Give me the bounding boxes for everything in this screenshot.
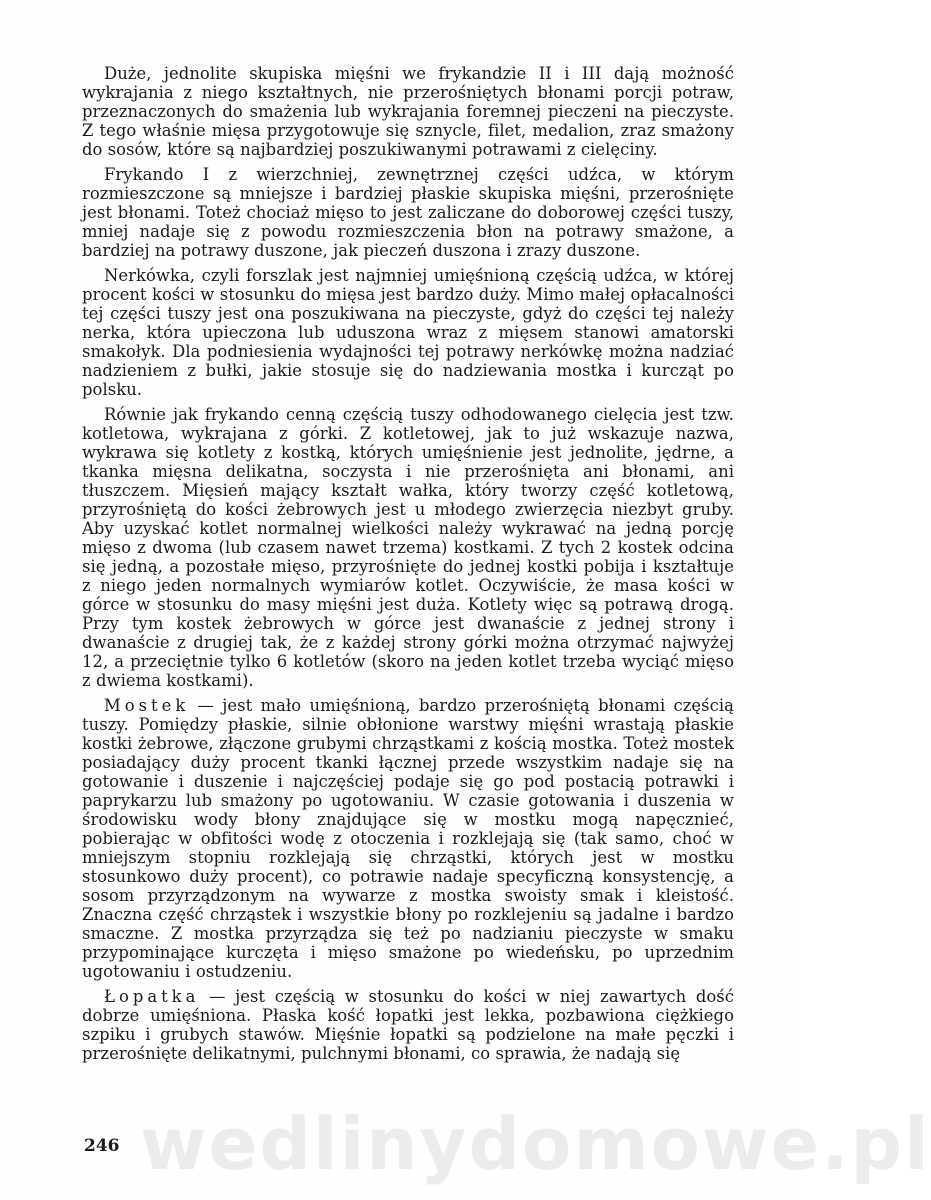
mostek-body: — jest mało umięśnioną, bardzo przerośniętą błonami częścią tuszy. Pomiędzy płaskie, silnie obłonione warstwy mięśni wrastają płaskie kostki żebrowe, złączone grubymi chrząstkami z kością mostka. Toteż mostek posiadający duży procent tkanki łącznej przede wszystkim nadaje się na gotowanie i duszenie i najczęściej podaje się go pod postacią potrawki i paprykarzu lub smażony po ugotowaniu. W czasie gotowania i duszenia w środowisku wody błony znajdujące się w mostku mogą napęcznieć, pobierając w obfitości wodę z otoczenia i rozklejają się (tak samo, choć w mniejszym stopniu rozklejają się chrząstki, których jest w mostku stosunkowo duży procent), co potrawie nadaje specyficzną konsystencję, a sosom przyrządzonym na wywarze z mostka swoisty smak i kleistość. Znaczna część chrząstek i wszystkie błony po rozklejeniu są jadalne i bardzo smaczne. Z mostka przyrządza się też po nadzianiu pieczyste w smaku przypominające kurczęta i mięso smażone po wiedeńsku, po uprzednim ugotowaniu i ostudzeniu. [82, 696, 734, 981]
paragraph-nerkowka: Nerkówka, czyli forszlak jest najmniej umięśnioną częścią udźca, w której procent kości w stosunku do mięsa jest bardzo duży. Mimo małej opłacalności tej części tuszy jest ona poszukiwana na pieczyste, gdyż do części tej należy nerka, która upieczona lub uduszona wraz z mięsem stanowi amatorski smakołyk. Dla podniesienia wydajności tej potrawy nerkówkę można nadziać nadzieniem z bułki, jakie stosuje się do nadziewania mostka i kurcząt po polsku. [82, 266, 734, 399]
lopatka-body: — jest częścią w stosunku do kości w niej zawartych dość dobrze umięśniona. Płaska kość łopatki jest lekka, pozbawiona ciężkiego szpiku i grubych stawów. Mięśnie łopatki są podzielone na małe pęczki i przerośnięte delikatnymi, pulchnymi błonami, co sprawia, że nadają się [82, 987, 734, 1063]
paragraph-frykando-ii-iii: Duże, jednolite skupiska mięśni we frykandzie II i III dają możność wykrajania z niego kształtnych, nie przerośniętych błonami porcji potraw, przeznaczonych do smażenia lub wykrajania foremnej pieczeni na pieczyste. Z tego właśnie mięsa przygotowuje się sznycle, filet, medalion, zraz smażony do sosów, które są najbardziej poszukiwanymi potrawami z cielęciny. [82, 64, 734, 159]
lopatka-heading: Łopatka [104, 987, 200, 1006]
paragraph-frykando-i: Frykando I z wierzchniej, zewnętrznej części udźca, w którym rozmieszczone są mniejsze i bardziej płaskie skupiska mięśni, przerośnięte jest błonami. Toteż chociaż mięso to jest zaliczane do doborowej części tuszy, mniej nadaje się z powodu rozmieszczenia błon na potrawy smażone, a bardziej na potrawy duszone, jak pieczeń duszona i zrazy duszone. [82, 165, 734, 260]
paragraph-lopatka [82, 987, 734, 1063]
body-text [82, 64, 734, 1069]
page-number: 246 [84, 1136, 120, 1156]
paragraph-kotletowa: Równie jak frykando cenną częścią tuszy odhodowanego cielęcia jest tzw. kotletowa, wykrajana z górki. Z kotletowej, jak to już wskazuje nazwa, wykrawa się kotlety z kostką, których umięśnienie jest jednolite, jędrne, a tkanka mięsna delikatna, soczysta i nie przerośnięta ani błonami, ani tłuszczem. Mięsień mający kształt wałka, który tworzy część kotletową, przyrośniętą do kości żebrowych jest u młodego zwierzęcia niezbyt gruby. Aby uzyskać kotlet normalnej wielkości należy wykrawać na jedną porcję mięso z dwoma (lub czasem nawet trzema) kostkami. Z tych 2 kostek odcina się jedną, a pozostałe mięso, przyrośnięte do jednej kostki pobija i kształtuje z niego jeden normalnych wymiarów kotlet. Oczywiście, że masa kości w górce w stosunku do masy mięśni jest duża. Kotlety więc są potrawą drogą. Przy tym kostek żebrowych w górce jest dwanaście z jednej strony i dwanaście z drugiej tak, że z każdej strony górki można otrzymać najwyżej 12, a przeciętnie tylko 6 kotletów (skoro na jeden kotlet trzeba wyciąć mięso z dwiema kostkami). [82, 405, 734, 690]
paragraph-mostek [82, 696, 734, 981]
mostek-heading: Mostek [104, 696, 190, 715]
watermark: wedlinydomowe.pl [140, 1102, 931, 1186]
